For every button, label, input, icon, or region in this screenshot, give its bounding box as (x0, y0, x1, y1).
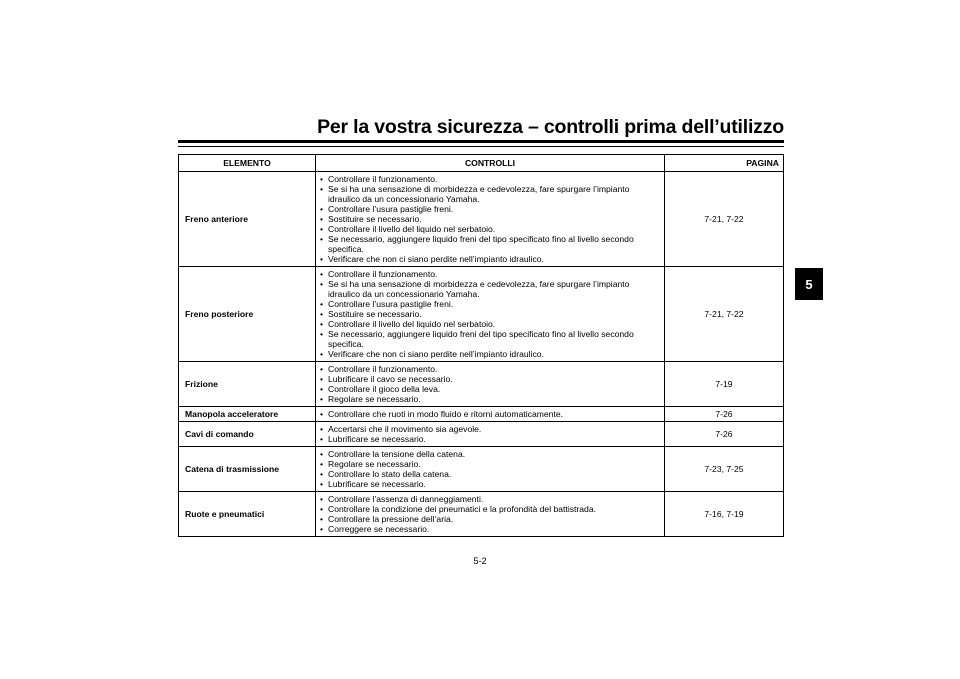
check-item: • Controllare lo stato della catena. (320, 469, 660, 479)
check-item: • Se si ha una sensazione di morbidezza e cedevolezza, fare spurgare l’impianto idraulico da un concessionario Yamaha. (320, 184, 660, 204)
check-item: • Verificare che non ci siano perdite nell’impianto idraulico. (320, 349, 660, 359)
check-item: • Lubrificare il cavo se necessario. (320, 374, 660, 384)
table-row (179, 492, 784, 537)
row-checks (316, 267, 665, 362)
checks-list (320, 269, 660, 359)
table-row (179, 362, 784, 407)
check-item: • Controllare il livello del liquido nel serbatoio. (320, 224, 660, 234)
check-item: • Se si ha una sensazione di morbidezza e cedevolezza, fare spurgare l’impianto idraulico da un concessionario Yamaha. (320, 279, 660, 299)
check-item: • Sostituire se necessario. (320, 214, 660, 224)
checks-list (320, 364, 660, 404)
row-checks (316, 362, 665, 407)
check-item: • Se necessario, aggiungere liquido freni del tipo specificato fino al livello secondo specifica. (320, 234, 660, 254)
page-title: Per la vostra sicurezza – controlli prima dell’utilizzo (317, 116, 784, 138)
checks-list (320, 174, 660, 264)
row-checks (316, 172, 665, 267)
page-number: 5-2 (473, 556, 487, 566)
check-item: • Controllare il funzionamento. (320, 269, 660, 279)
check-item: • Lubrificare se necessario. (320, 434, 660, 444)
row-element-name: Ruote e pneumatici (179, 492, 316, 537)
column-header-element: ELEMENTO (179, 155, 316, 172)
table-row (179, 422, 784, 447)
check-item: • Controllare il funzionamento. (320, 174, 660, 184)
checks-list (320, 449, 660, 489)
check-item: • Correggere se necessario. (320, 524, 660, 534)
row-checks (316, 447, 665, 492)
table-row (179, 447, 784, 492)
check-item: • Controllare che ruoti in modo fluido e ritorni automaticamente. (320, 409, 660, 419)
check-item: • Se necessario, aggiungere liquido freni del tipo specificato fino al livello secondo specifica. (320, 329, 660, 349)
check-item: • Controllare il gioco della leva. (320, 384, 660, 394)
check-item: • Regolare se necessario. (320, 459, 660, 469)
row-element-name: Catena di trasmissione (179, 447, 316, 492)
column-header-page: PAGINA (665, 155, 784, 172)
check-item: • Accertarsi che il movimento sia agevole. (320, 424, 660, 434)
row-page-ref: 7-26 (665, 422, 784, 447)
row-page-ref: 7-19 (665, 362, 784, 407)
row-element-name: Frizione (179, 362, 316, 407)
check-item: • Controllare il funzionamento. (320, 364, 660, 374)
row-checks (316, 492, 665, 537)
row-page-ref: 7-16, 7-19 (665, 492, 784, 537)
column-header-checks: CONTROLLI (316, 155, 665, 172)
checks-list (320, 424, 660, 444)
row-element-name: Manopola acceleratore (179, 407, 316, 422)
title-rule-thin (178, 146, 784, 147)
table-row (179, 407, 784, 422)
check-item: • Controllare la tensione della catena. (320, 449, 660, 459)
row-element-name: Freno posteriore (179, 267, 316, 362)
table-header-row (179, 155, 784, 172)
title-rule (178, 140, 784, 143)
check-item: • Regolare se necessario. (320, 394, 660, 404)
row-page-ref: 7-21, 7-22 (665, 267, 784, 362)
table-row (179, 267, 784, 362)
check-item: • Lubrificare se necessario. (320, 479, 660, 489)
row-page-ref: 7-23, 7-25 (665, 447, 784, 492)
table-row (179, 172, 784, 267)
check-item: • Controllare l’usura pastiglie freni. (320, 204, 660, 214)
check-item: • Controllare la condizione dei pneumatici e la profondità del battistrada. (320, 504, 660, 514)
check-item: • Controllare l’assenza di danneggiamenti. (320, 494, 660, 504)
row-element-name: Cavi di comando (179, 422, 316, 447)
check-item: • Controllare la pressione dell’aria. (320, 514, 660, 524)
chapter-tab: 5 (795, 268, 823, 300)
row-page-ref: 7-26 (665, 407, 784, 422)
row-checks (316, 422, 665, 447)
row-page-ref: 7-21, 7-22 (665, 172, 784, 267)
checks-list (320, 409, 660, 419)
check-item: • Sostituire se necessario. (320, 309, 660, 319)
row-element-name: Freno anteriore (179, 172, 316, 267)
checks-list (320, 494, 660, 534)
check-item: • Controllare il livello del liquido nel serbatoio. (320, 319, 660, 329)
checklist-table (178, 154, 784, 537)
row-checks (316, 407, 665, 422)
check-item: • Controllare l’usura pastiglie freni. (320, 299, 660, 309)
check-item: • Verificare che non ci siano perdite nell’impianto idraulico. (320, 254, 660, 264)
